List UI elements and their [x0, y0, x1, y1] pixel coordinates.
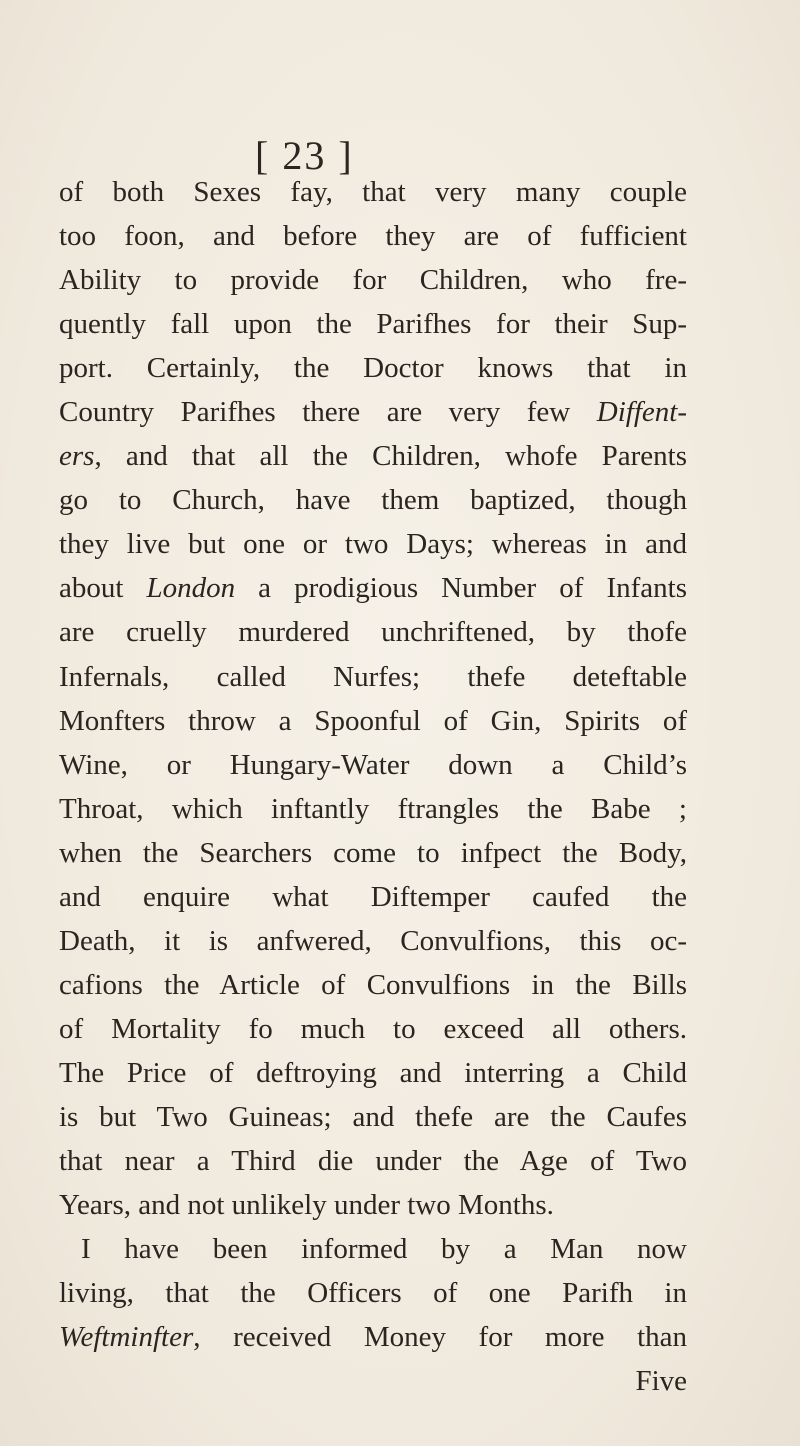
- text-line: [59, 1315, 687, 1359]
- italic-word-ers: ers: [59, 440, 95, 473]
- text-line: and enquire what Diftemper caufed the: [59, 880, 687, 913]
- text-line: living, that the Officers of one Parifh in: [59, 1277, 687, 1310]
- text-run: , received Money for more than: [193, 1321, 687, 1354]
- text-line: Monfters throw a Spoonful of Gin, Spirits of: [59, 704, 687, 737]
- text-line: are cruelly murdered unchriftened, by thofe: [59, 616, 687, 649]
- text-line: Ability to provide for Children, who fre-: [59, 264, 687, 297]
- text-line: too foon, and before they are of fufficient: [59, 220, 687, 253]
- italic-word-dissent: Diffent-: [596, 396, 687, 429]
- text-line: [59, 566, 687, 610]
- text-line: of Mortality fo much to exceed all others.: [59, 1012, 687, 1045]
- body-text: [59, 170, 687, 1403]
- text-run: a prodigious Number of Infants: [235, 572, 687, 605]
- text-line: Death, it is anfwered, Convulfions, this oc-: [59, 924, 687, 957]
- text-line: I have been informed by a Man now: [81, 1233, 687, 1266]
- text-run: Country Parifhes there are very few: [59, 396, 597, 429]
- catchword: Five: [635, 1365, 687, 1398]
- text-run: about: [59, 572, 147, 605]
- text-run: , and that all the Children, whofe Parents: [94, 440, 687, 473]
- text-line: quently fall upon the Parifhes for their Sup-: [59, 308, 687, 341]
- text-line: Infernals, called Nurfes; thefe deteftable: [59, 660, 687, 693]
- text-line: port. Certainly, the Doctor knows that in: [59, 352, 687, 385]
- text-line: they live but one or two Days; whereas in and: [59, 528, 687, 561]
- text-line: Throat, which inftantly ftrangles the Babe ;: [59, 792, 687, 825]
- italic-word-london: London: [146, 572, 236, 605]
- text-line: [59, 390, 687, 434]
- text-line: go to Church, have them baptized, though: [59, 484, 687, 517]
- page-number: [ 23 ]: [255, 133, 354, 178]
- text-line: of both Sexes fay, that very many couple: [59, 176, 687, 208]
- text-line: [59, 434, 687, 478]
- text-line: when the Searchers come to infpect the Body,: [59, 836, 687, 869]
- text-line: Years, and not unlikely under two Months.: [59, 1189, 554, 1222]
- text-line: is but Two Guineas; and thefe are the Caufes: [59, 1100, 687, 1133]
- italic-word-westminster: Weftminfter: [59, 1321, 194, 1354]
- text-line: The Price of deftroying and interring a Child: [59, 1056, 687, 1089]
- text-line: Wine, or Hungary-Water down a Child’s: [59, 748, 687, 781]
- text-line: cafions the Article of Convulfions in the Bills: [59, 968, 687, 1001]
- text-line: that near a Third die under the Age of Two: [59, 1145, 687, 1178]
